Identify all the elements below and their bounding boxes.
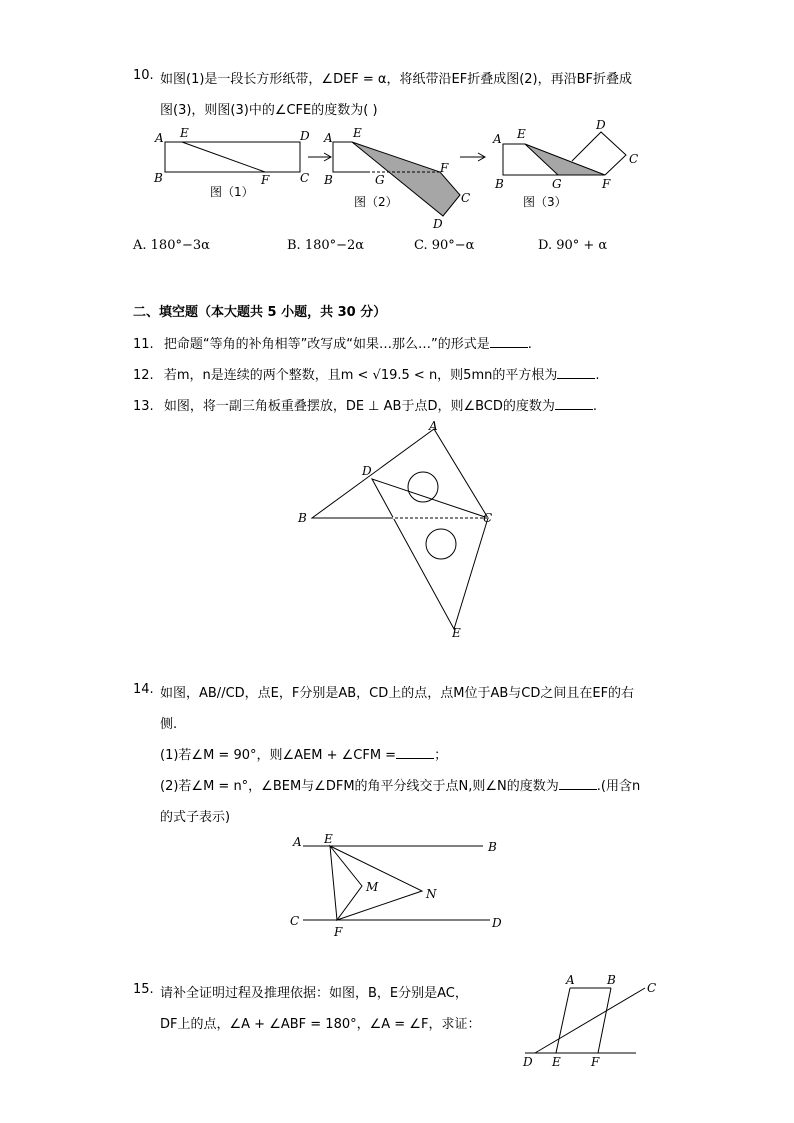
- q14-part1: [160, 744, 447, 763]
- q15-label-F: F: [591, 1055, 600, 1069]
- fig1-label-C: C: [300, 171, 310, 185]
- q14-label-N: N: [426, 887, 437, 901]
- q14-label-D: D: [492, 916, 502, 930]
- q13: [133, 395, 597, 414]
- q10-stem-line1: 如图(1)是一段长方形纸带，∠DEF = α，将纸带沿EF折叠成图(2)，再沿BF折叠成: [160, 72, 632, 87]
- fig1-label-F: F: [261, 173, 270, 187]
- section-title: 二、填空题（本大题共 5 小题，共 30 分）: [133, 305, 387, 320]
- q10-number: 10.: [133, 68, 154, 83]
- q14-part1-blank[interactable]: [396, 746, 434, 759]
- q14-part2-line2: 的式子表示): [160, 810, 231, 825]
- fig3-label-C: C: [629, 152, 639, 166]
- fig2-label-C: C: [461, 191, 471, 205]
- q14-figure: [285, 828, 515, 943]
- fig3-label-D: D: [596, 120, 606, 132]
- arrow-icon: [460, 153, 485, 161]
- q14-label-B: B: [488, 840, 497, 854]
- q13-figure: [290, 415, 510, 645]
- fig2-label-G: G: [375, 173, 385, 187]
- q13-answer-blank[interactable]: [555, 397, 593, 410]
- q12-text: 若m，n是连续的两个整数，且m < √19.5 < n，则5mn的平方根为: [163, 368, 558, 383]
- q11-number: 11.: [133, 337, 154, 352]
- q14-label-M: M: [366, 880, 379, 894]
- q14-label-A: A: [293, 835, 302, 849]
- q14-number: 14.: [133, 682, 154, 697]
- q15-stem-line2: DF上的点，∠A + ∠ABF = 180°，∠A = ∠F，求证：: [160, 1017, 481, 1032]
- q13-label-B: B: [298, 511, 307, 525]
- q10-figure-1: [153, 126, 310, 199]
- q14-label-C: C: [290, 914, 300, 928]
- q13-number: 13.: [133, 399, 154, 414]
- q15-figure: [515, 968, 675, 1074]
- q13-label-C: C: [483, 511, 493, 525]
- q15-label-C: C: [647, 981, 657, 995]
- q10-figure-2: [323, 126, 470, 230]
- q14-label-F: F: [334, 925, 343, 939]
- q15-label-E: E: [552, 1055, 561, 1069]
- q11: [133, 333, 532, 352]
- q15-label-A: A: [566, 973, 575, 987]
- q11-end: .: [527, 337, 532, 352]
- q14-part1-end: ；: [434, 748, 448, 763]
- fig1-label-A: A: [155, 131, 164, 145]
- q15-label-B: B: [607, 973, 616, 987]
- q13-label-A: A: [429, 419, 438, 433]
- fig3-caption: 图（3）: [523, 195, 567, 209]
- q13-label-D: D: [362, 464, 372, 478]
- q11-answer-blank[interactable]: [490, 335, 528, 348]
- q12-number: 12.: [133, 368, 154, 383]
- fig3-label-G: G: [552, 177, 562, 191]
- q14-part2-blank[interactable]: [559, 777, 597, 790]
- fig1-label-D: D: [300, 129, 310, 143]
- q13-end: .: [592, 399, 598, 414]
- q15-stem-line1: 请补全证明过程及推理依据：如图，B，E分别是AC，: [160, 986, 468, 1001]
- q10-figure-3: [492, 120, 638, 209]
- q14-part2-end: .(用含n: [596, 779, 641, 794]
- q14-label-E: E: [324, 832, 333, 846]
- q12-answer-blank[interactable]: [557, 366, 595, 379]
- fig2-label-E: E: [353, 126, 362, 140]
- q10-option-c: C. 90°−α: [414, 238, 475, 253]
- q10-option-b: B. 180°−2α: [287, 238, 365, 253]
- q10-option-d: D. 90° + α: [538, 238, 608, 253]
- fig2-label-D: D: [433, 217, 443, 230]
- fig2-caption: 图（2）: [354, 195, 398, 209]
- fig1-label-E: E: [180, 126, 189, 140]
- fig2-label-F: F: [440, 161, 449, 175]
- arrow-icon: [308, 153, 331, 161]
- fig2-label-A: A: [324, 131, 333, 145]
- q10-stem-line2: 图(3)，则图(3)中的∠CFE的度数为( ): [160, 103, 378, 118]
- fig3-label-E: E: [517, 127, 526, 141]
- q13-text: 如图，将一副三角板重叠摆放，DE ⊥ AB于点D，则∠BCD的度数为: [163, 399, 555, 414]
- fig1-label-B: B: [154, 171, 163, 185]
- fig3-label-F: F: [602, 177, 611, 191]
- q15-label-D: D: [523, 1055, 533, 1069]
- q14-part2: [160, 775, 640, 794]
- q13-label-E: E: [452, 626, 461, 640]
- q12: [133, 364, 600, 383]
- fig1-caption: 图（1）: [210, 185, 254, 199]
- q10-figures: [140, 120, 660, 230]
- fig2-label-B: B: [324, 173, 333, 187]
- q12-end: .: [595, 368, 600, 383]
- q14-stem-line2: 侧.: [160, 717, 178, 732]
- q14-stem-line1: 如图，AB//CD，点E，F分别是AB，CD上的点，点M位于AB与CD之间且在EF的右: [160, 686, 635, 701]
- q14-part2-text: (2)若∠M = n°，∠BEM与∠DFM的角平分线交于点N,则∠N的度数为: [160, 779, 559, 794]
- fig3-label-A: A: [493, 132, 502, 146]
- fig3-label-B: B: [495, 177, 504, 191]
- q10-option-a: A. 180°−3α: [133, 238, 210, 253]
- q14-part1-text: (1)若∠M = 90°，则∠AEM + ∠CFM =: [160, 748, 397, 763]
- q11-text: 把命题“等角的补角相等”改写成“如果…那么…”的形式是: [163, 337, 490, 352]
- q15-number: 15.: [133, 982, 154, 997]
